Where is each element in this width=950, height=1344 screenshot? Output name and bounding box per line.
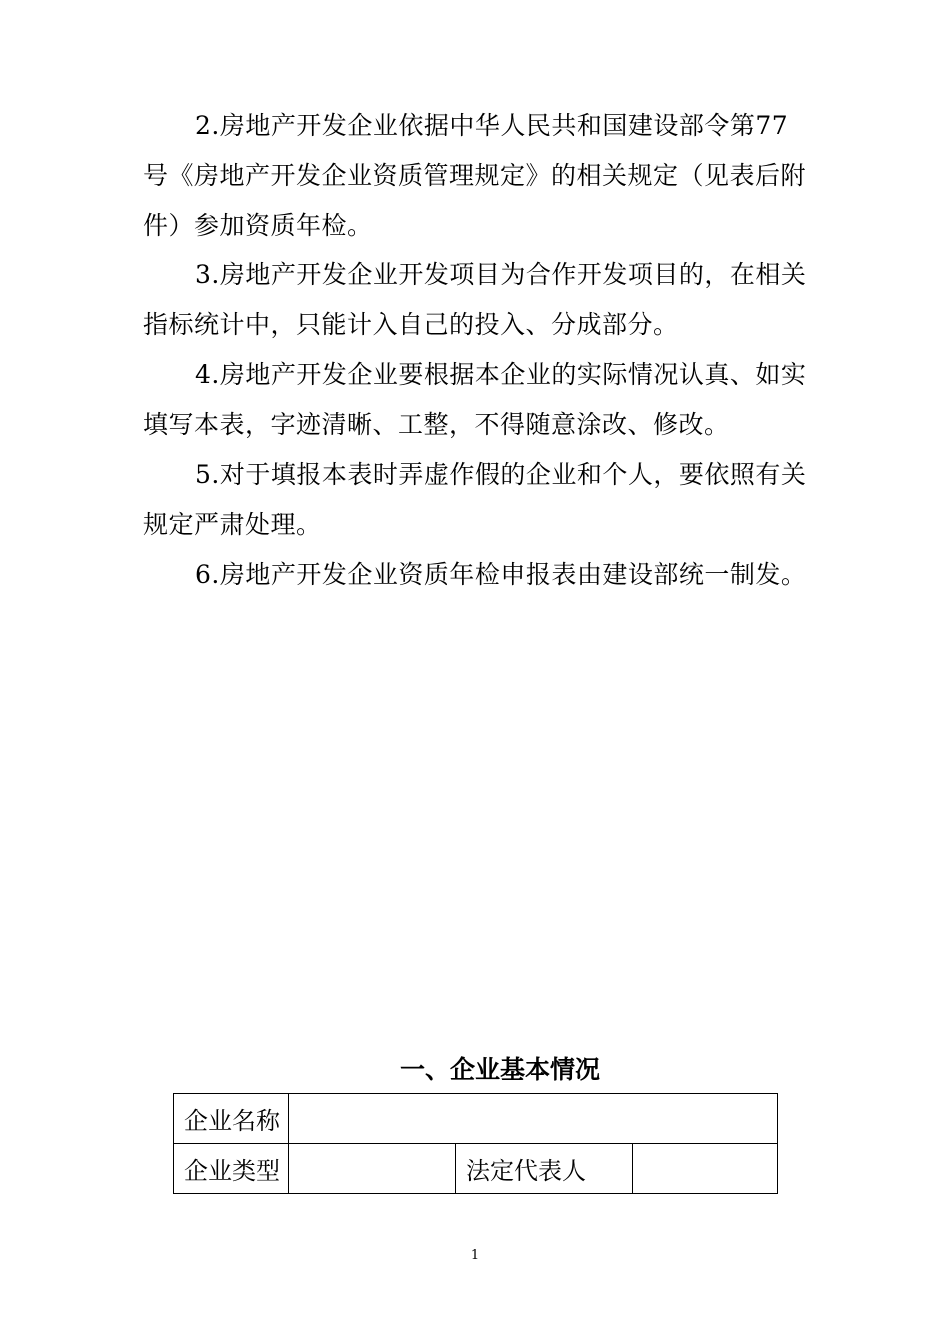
company-type-label: 企业类型 [174,1144,289,1194]
page-number: 1 [470,1248,480,1263]
legal-representative-label: 法定代表人 [456,1144,633,1194]
section-title: 一、企业基本情况 [399,1055,600,1084]
instruction-item-6: 6.房地产开发企业资质年检申报表由建设部统一制发。 [195,560,807,589]
table-row [174,1144,778,1194]
company-name-field[interactable] [289,1094,778,1144]
instruction-item-3: 3.房地产开发企业开发项目为合作开发项目的，在相关指标统计中，只能计入自己的投入、分成部分。 [143,260,807,339]
instruction-item-5: 5.对于填报本表时弄虚作假的企业和个人，要依照有关规定严肃处理。 [143,460,807,539]
company-name-label: 企业名称 [174,1094,289,1144]
instruction-item-4: 4.房地产开发企业要根据本企业的实际情况认真、如实填写本表，字迹清晰、工整，不得随意涂改、修改。 [143,360,807,439]
company-type-field[interactable] [289,1144,456,1194]
table-row [174,1094,778,1144]
company-basic-info-table [173,1093,778,1194]
instruction-item-2: 2.房地产开发企业依据中华人民共和国建设部令第77号《房地产开发企业资质管理规定》的相关规定（见表后附件）参加资质年检。 [143,111,807,240]
legal-representative-field[interactable] [633,1144,778,1194]
